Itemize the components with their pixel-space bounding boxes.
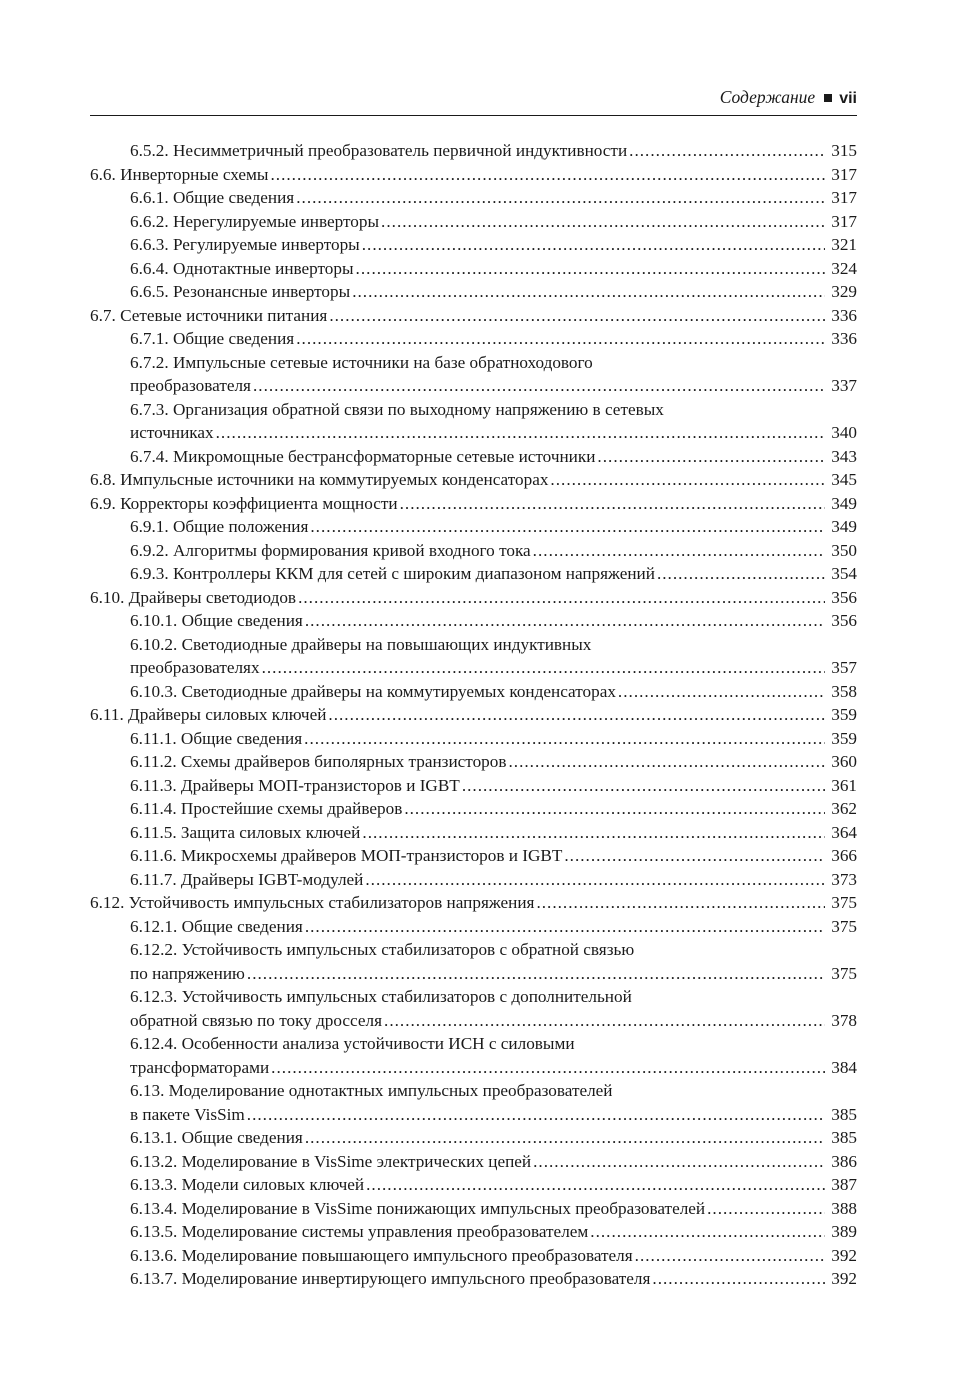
toc-entry-page: 317 [831, 188, 857, 207]
toc-entry-row [130, 210, 857, 234]
toc-entry-title: 6.11.4. Простейшие схемы драйверов [130, 799, 403, 818]
toc-entry [90, 1244, 857, 1268]
toc-entry-title: 6.9.1. Общие положения [130, 517, 309, 536]
toc-entry-title-line1: 6.12.2. Устойчивость импульсных стабилизаторов с обратной связью [130, 940, 635, 959]
toc-entry-page: 378 [831, 1010, 857, 1030]
toc-entry-title: по напряжению [130, 963, 245, 983]
toc-entry [90, 1267, 857, 1291]
toc-entry [90, 304, 857, 328]
toc-entry-row [130, 139, 857, 163]
toc-entry [90, 844, 857, 868]
toc-entry-title-line1: 6.7.2. Импульсные сетевые источники на базе обратноходового [130, 352, 593, 372]
toc-entry [90, 163, 857, 187]
toc-entry-page: 349 [831, 517, 857, 536]
toc-entry-row [130, 280, 857, 304]
dot-leader [271, 1056, 825, 1080]
dot-leader [564, 844, 825, 868]
toc-entry [90, 586, 857, 610]
toc-entry-row [130, 257, 857, 281]
toc-entry-row [130, 515, 857, 539]
toc-entry-page: 392 [831, 1269, 857, 1288]
toc-entry-title: 6.9.3. Контроллеры ККМ для сетей с широким диапазоном напряжений [130, 564, 655, 583]
toc-entry-page: 361 [831, 775, 857, 795]
toc-entry-page: 388 [831, 1198, 857, 1218]
toc-entry-title: 6.7.4. Микромощные бестрансформаторные сетевые источники [130, 446, 596, 466]
toc-entry-page: 375 [831, 916, 857, 936]
dot-leader [216, 421, 825, 445]
dot-leader [533, 1150, 825, 1174]
toc-entry [90, 1079, 857, 1126]
toc-entry-row [130, 562, 857, 586]
toc-entry-page: 321 [831, 235, 857, 254]
toc-entry-row [130, 750, 857, 774]
dot-leader [247, 1103, 825, 1127]
toc-entry-row [90, 703, 857, 727]
toc-entry-title: 6.10.1. Общие сведения [130, 611, 303, 630]
toc-entry [90, 280, 857, 304]
toc-entry-title: 6.10. Драйверы светодиодов [90, 587, 297, 607]
toc-entry-title: 6.10.3. Светодиодные драйверы на коммутируемых конденсаторах [130, 681, 616, 701]
toc-entry [90, 1150, 857, 1174]
toc-entry-page: 350 [831, 540, 857, 560]
toc-entry-title: 6.11.6. Микросхемы драйверов МОП-транзисторов и IGBT [130, 846, 563, 865]
toc-entry-page: 392 [831, 1245, 857, 1265]
dot-leader [247, 962, 825, 986]
toc-entry-row [130, 1197, 857, 1221]
dot-leader [629, 139, 825, 163]
toc-entry [90, 797, 857, 821]
toc-entry-row [130, 1220, 857, 1244]
toc-entry [90, 1126, 857, 1150]
header-page-number: vii [839, 90, 857, 107]
toc-entry-page: 343 [831, 446, 857, 466]
toc-entry-title: 6.5.2. Несимметричный преобразователь первичной индуктивности [130, 141, 628, 160]
dot-leader [298, 586, 825, 610]
toc-entry-title-line1: 6.13. Моделирование однотактных импульсных преобразователей [130, 1081, 613, 1100]
dot-leader [262, 656, 825, 680]
toc-entry [90, 515, 857, 539]
toc-entry [90, 562, 857, 586]
dot-leader [462, 774, 825, 798]
toc-entry [90, 539, 857, 563]
toc-entry-page: 349 [831, 493, 857, 513]
toc-entry-title: 6.12. Устойчивость импульсных стабилизаторов напряжения [90, 893, 535, 912]
toc-entry-title-line1: 6.7.3. Организация обратной связи по выходному напряжению в сетевых [130, 399, 664, 419]
toc-entry [90, 445, 857, 469]
toc-entry-row [130, 1244, 857, 1268]
toc-entry-row [90, 586, 857, 610]
toc-entry-page: 340 [831, 423, 857, 442]
toc-entry [90, 750, 857, 774]
toc-entry-row [90, 891, 857, 915]
toc-entry-row [130, 656, 857, 680]
toc-entry-row [130, 774, 857, 798]
toc-entry-title: 6.7. Сетевые источники питания [90, 305, 328, 325]
toc-entry-row [130, 821, 857, 845]
table-of-contents [90, 139, 857, 1291]
toc-entry-page: 375 [831, 893, 857, 912]
toc-entry-title: преобразователя [130, 376, 251, 395]
toc-entry-page: 345 [831, 470, 857, 489]
toc-entry-title: 6.13.3. Модели силовых ключей [130, 1175, 365, 1194]
toc-entry-page: 337 [831, 376, 857, 395]
toc-entry [90, 257, 857, 281]
toc-entry-title: 6.13.4. Моделирование в VisSime понижающих импульсных преобразователей [130, 1198, 706, 1218]
toc-entry [90, 891, 857, 915]
toc-entry-page: 375 [831, 963, 857, 983]
toc-entry-row [130, 421, 857, 445]
dot-leader [270, 163, 825, 187]
toc-entry [90, 1173, 857, 1197]
toc-entry-row [130, 915, 857, 939]
dot-leader [635, 1244, 825, 1268]
toc-entry-page: 358 [831, 681, 857, 701]
toc-entry-page: 366 [831, 846, 857, 865]
toc-entry-row [130, 186, 857, 210]
dot-leader [329, 304, 825, 328]
dot-leader [352, 280, 825, 304]
dot-leader [657, 562, 825, 586]
toc-entry-title: 6.11. Драйверы силовых ключей [90, 705, 327, 724]
dot-leader [310, 515, 825, 539]
toc-entry-title: обратной связью по току дросселя [130, 1010, 383, 1030]
dot-leader [362, 821, 825, 845]
dot-leader [550, 468, 825, 492]
toc-entry-title: 6.6.5. Резонансные инверторы [130, 282, 351, 301]
toc-entry-page: 354 [831, 564, 857, 583]
toc-entry-title: 6.13.2. Моделирование в VisSime электрических цепей [130, 1151, 532, 1171]
toc-entry-title: 6.6.2. Нерегулируемые инверторы [130, 211, 380, 231]
toc-entry [90, 468, 857, 492]
header-rule [90, 115, 857, 116]
toc-entry-page: 389 [831, 1222, 857, 1241]
dot-leader [365, 868, 825, 892]
dot-leader [618, 680, 825, 704]
toc-entry-title: в пакете VisSim [130, 1104, 245, 1124]
toc-entry-title-line1: 6.12.4. Особенности анализа устойчивости ИСН с силовыми [130, 1034, 575, 1053]
toc-entry [90, 985, 857, 1032]
toc-entry-page: 373 [831, 869, 857, 889]
toc-entry-row [130, 1126, 857, 1150]
toc-entry-page: 315 [831, 141, 857, 160]
toc-entry-page: 387 [831, 1175, 857, 1194]
toc-entry-row [130, 962, 857, 986]
toc-entry-page: 384 [831, 1057, 857, 1077]
toc-entry-page: 329 [831, 282, 857, 301]
toc-entry-row [130, 680, 857, 704]
dot-leader [362, 233, 825, 257]
toc-entry-row [130, 609, 857, 633]
dot-leader [356, 257, 825, 281]
toc-entry-title: 6.13.6. Моделирование повышающего импульсного преобразователя [130, 1245, 633, 1265]
toc-entry-page: 317 [831, 164, 857, 184]
toc-entry-row [130, 1150, 857, 1174]
toc-entry-row [130, 844, 857, 868]
toc-entry-title-line1: 6.10.2. Светодиодные драйверы на повышающих индуктивных [130, 634, 592, 654]
toc-entry [90, 938, 857, 985]
toc-entry-page: 317 [831, 211, 857, 231]
running-header [90, 86, 857, 116]
toc-entry-title: 6.12.1. Общие сведения [130, 916, 303, 936]
dot-leader [536, 891, 825, 915]
toc-entry-page: 336 [831, 329, 857, 348]
toc-entry [90, 139, 857, 163]
toc-entry [90, 703, 857, 727]
dot-leader [400, 492, 825, 516]
toc-entry-title: 6.13.5. Моделирование системы управления преобразователем [130, 1222, 589, 1241]
toc-entry [90, 327, 857, 351]
toc-entry [90, 186, 857, 210]
toc-entry-page: 336 [831, 305, 857, 325]
toc-entry [90, 774, 857, 798]
toc-entry-page: 385 [831, 1128, 857, 1147]
toc-entry-page: 364 [831, 822, 857, 842]
toc-entry-row [130, 868, 857, 892]
toc-entry [90, 633, 857, 680]
dot-leader [508, 750, 825, 774]
toc-entry-row [90, 468, 857, 492]
toc-entry-title: 6.8. Импульсные источники на коммутируемых конденсаторах [90, 470, 549, 489]
toc-entry-title: 6.11.2. Схемы драйверов биполярных транзисторов [130, 752, 507, 771]
dot-leader [404, 797, 825, 821]
toc-entry [90, 609, 857, 633]
dot-leader [296, 186, 825, 210]
toc-entry-row [130, 1056, 857, 1080]
toc-entry-title: 6.9.2. Алгоритмы формирования кривой входного тока [130, 540, 531, 560]
dot-leader [305, 609, 825, 633]
dot-leader [707, 1197, 825, 1221]
toc-entry-row [130, 1173, 857, 1197]
toc-entry-title: 6.6.3. Регулируемые инверторы [130, 235, 360, 254]
toc-entry [90, 1197, 857, 1221]
toc-entry-row [130, 1009, 857, 1033]
dot-leader [652, 1267, 825, 1291]
toc-entry-title: 6.6.4. Однотактные инверторы [130, 258, 354, 278]
toc-entry-title: 6.9. Корректоры коэффициента мощности [90, 493, 398, 513]
toc-entry-title: 6.11.7. Драйверы IGBT-модулей [130, 869, 364, 889]
toc-entry-title: 6.11.1. Общие сведения [130, 728, 303, 748]
toc-entry-page: 357 [831, 658, 857, 677]
toc-entry-title: 6.6.1. Общие сведения [130, 188, 295, 207]
toc-entry-page: 360 [831, 752, 857, 771]
toc-entry-page: 356 [831, 611, 857, 630]
dot-leader [304, 727, 825, 751]
toc-entry-title: трансформаторами [130, 1057, 270, 1077]
toc-entry-row [130, 327, 857, 351]
toc-entry-page: 385 [831, 1104, 857, 1124]
toc-entry-row [130, 727, 857, 751]
dot-leader [296, 327, 825, 351]
toc-entry-page: 359 [831, 728, 857, 748]
toc-entry [90, 821, 857, 845]
toc-entry-row [130, 233, 857, 257]
dot-leader [366, 1173, 825, 1197]
dot-leader [328, 703, 825, 727]
dot-leader [590, 1220, 825, 1244]
toc-entry [90, 492, 857, 516]
toc-entry [90, 398, 857, 445]
dot-leader [597, 445, 825, 469]
toc-entry [90, 1220, 857, 1244]
toc-entry-title: 6.13.7. Моделирование инвертирующего импульсного преобразователя [130, 1269, 651, 1288]
header-title: Содержание [719, 87, 816, 107]
dot-leader [253, 374, 825, 398]
toc-entry-row [130, 1103, 857, 1127]
toc-entry-row [130, 445, 857, 469]
toc-entry-title: преобразователях [130, 658, 260, 677]
toc-entry-page: 386 [831, 1151, 857, 1171]
toc-entry [90, 1032, 857, 1079]
dot-leader [305, 915, 825, 939]
toc-entry [90, 233, 857, 257]
toc-entry-page: 324 [831, 258, 857, 278]
dot-leader [384, 1009, 825, 1033]
toc-entry-title: 6.6. Инверторные схемы [90, 164, 269, 184]
toc-entry-page: 359 [831, 705, 857, 724]
toc-entry [90, 868, 857, 892]
toc-entry-title: 6.11.3. Драйверы МОП-транзисторов и IGBT [130, 775, 460, 795]
toc-entry-title: 6.13.1. Общие сведения [130, 1128, 303, 1147]
toc-entry-row [130, 539, 857, 563]
toc-entry-title: 6.7.1. Общие сведения [130, 329, 295, 348]
toc-entry-row [130, 1267, 857, 1291]
toc-entry-title: 6.11.5. Защита силовых ключей [130, 822, 361, 842]
toc-entry-title-line1: 6.12.3. Устойчивость импульсных стабилизаторов с дополнительной [130, 987, 632, 1006]
toc-entry-row [90, 163, 857, 187]
toc-entry [90, 680, 857, 704]
dot-leader [381, 210, 825, 234]
toc-entry [90, 351, 857, 398]
dot-leader [533, 539, 825, 563]
toc-entry-page: 356 [831, 587, 857, 607]
toc-entry [90, 915, 857, 939]
toc-entry [90, 210, 857, 234]
toc-entry-row [90, 492, 857, 516]
toc-entry-row [90, 304, 857, 328]
toc-entry-page: 362 [831, 799, 857, 818]
dot-leader [305, 1126, 825, 1150]
toc-entry-title: источниках [130, 423, 214, 442]
toc-entry-row [130, 797, 857, 821]
toc-entry [90, 727, 857, 751]
header-square-icon [824, 94, 832, 102]
toc-entry-row [130, 374, 857, 398]
